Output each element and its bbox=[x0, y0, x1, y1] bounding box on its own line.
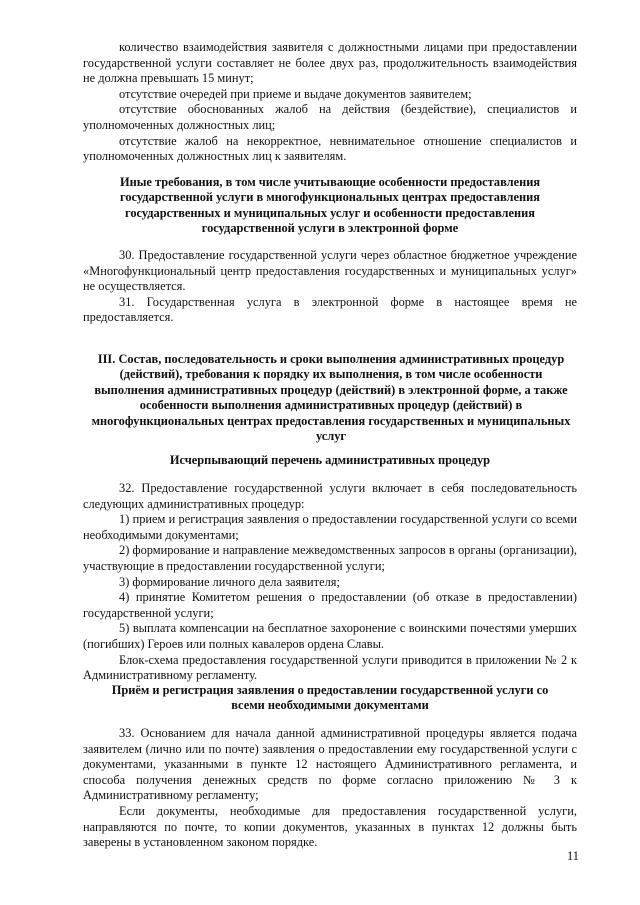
paragraph-31: 31. Государственная услуга в электронной форме в настоящее время не предоставляется. bbox=[83, 294, 577, 325]
list-item: 5) выплата компенсации на бесплатное захоронение с воинскими почестями умерших (погибших) Героев или полных кавалеров ордена Славы. bbox=[83, 621, 577, 651]
paragraph-33: 33. Основанием для начала данной административной процедуры является подача заявителем (лично или по почте) заявления о предоставлении ему государственной услуги с документами, указанными в пункте 12 настоящего Административного регламента, и способа получения денежных средств по форме согласно приложению № 3 к Административному регламенту; bbox=[83, 726, 577, 803]
heading-reception: Приём и регистрация заявления о предоставлении государственной услуги со всеми необходимыми документами bbox=[111, 683, 549, 713]
paragraph: отсутствие обоснованных жалоб на действия (бездействие), специалистов и уполномоченных должностных лиц; bbox=[83, 102, 577, 132]
paragraph: Если документы, необходимые для предоставления государственной услуги, направляются по почте, то копии документов, указанных в пунктах 12 должны быть заверены в установленном законом порядке. bbox=[83, 803, 577, 850]
paragraph-30: 30. Предоставление государственной услуги через областное бюджетное учреждение «Многофункциональный центр предоставления государственных и муниципальных услуг» не осуществляется. bbox=[83, 248, 577, 294]
list-item: 1) прием и регистрация заявления о предоставлении государственной услуги со всеми необходимыми документами; bbox=[83, 512, 577, 542]
heading-procedures-list: Исчерпывающий перечень административных процедур bbox=[169, 453, 491, 467]
procedures-list bbox=[83, 481, 577, 684]
paragraph: отсутствие жалоб на некорректное, невнимательное отношение специалистов и уполномоченных должностных лиц к заявителям. bbox=[83, 133, 577, 164]
list-item: 3) формирование личного дела заявителя; bbox=[119, 574, 340, 589]
reception-body bbox=[83, 726, 577, 851]
paragraph-32: 32. Предоставление государственной услуги включает в себя последовательность следующих административных процедур: bbox=[83, 481, 577, 511]
paragraph: отсутствие очередей при приеме и выдаче документов заявителем; bbox=[119, 86, 472, 101]
paragraph: Блок-схема предоставления государственной услуги приводится в приложении № 2 к Административному регламенту. bbox=[83, 652, 577, 683]
page-number: 11 bbox=[567, 849, 579, 863]
list-item: 4) принятие Комитетом решения о предоставлении (об отказе в предоставлении) государственной услуги; bbox=[83, 590, 577, 620]
section-other-body bbox=[83, 248, 577, 326]
paragraph: количество взаимодействия заявителя с должностными лицами при предоставлении государственной услуги составляет не более двух раз, продолжительность взаимодействия не должна превышать 15 минут; bbox=[83, 40, 577, 86]
list-item: 2) формирование и направление межведомственных запросов в органы (организации), участвующие в предоставлении государственной услуги; bbox=[83, 543, 577, 573]
heading-section-3: III. Состав, последовательность и сроки выполнения административных процедур (действий), требования к порядку их выполнения, в том числе особенности выполнения административных процедур (действий) в электронной форме, а также особенности выполнения административных процедур (действий) в многофункциональных центрах предоставления государственных и муниципальных услуг bbox=[91, 352, 571, 444]
requirements-list bbox=[83, 40, 577, 165]
heading-other-requirements: Иные требования, в том числе учитывающие особенности предоставления государственной услуги в многофункциональных центрах предоставления государственных и муниципальных услуг и особенности предоставления государственной услуги в электронной форме bbox=[119, 175, 541, 236]
